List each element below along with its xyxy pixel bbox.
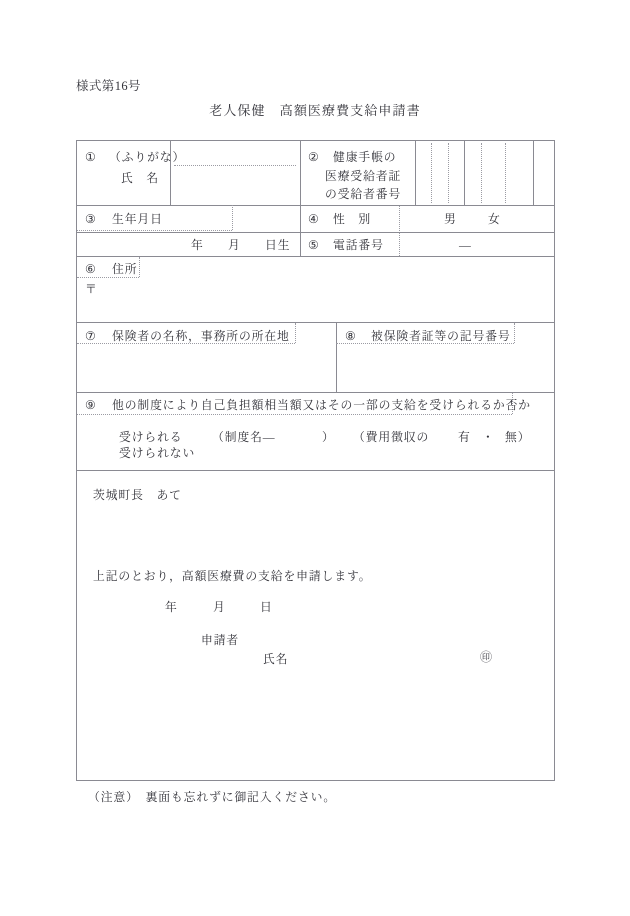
field8-label: 被保険者証等の記号番号 <box>371 329 511 343</box>
field3-number: ③ <box>85 212 97 226</box>
field9-fee-label: （費用徴収の <box>353 430 430 444</box>
applicant-label: 申請者 <box>201 633 240 647</box>
date-year-label: 年 <box>165 600 178 614</box>
field8-number: ⑧ <box>345 329 357 343</box>
guide-f3-label-right <box>232 205 233 230</box>
field5-number: ⑤ <box>308 238 320 252</box>
field4-option-female[interactable]: 女 <box>488 212 501 226</box>
guide-f3-label-bottom <box>77 230 232 231</box>
rule-row1-bottom <box>77 205 554 206</box>
date-day-label: 日 <box>260 600 273 614</box>
guide-f6-label-right <box>139 257 140 277</box>
field2-label-line2: 医療受給者証 <box>325 169 402 183</box>
field9-fee-yes[interactable]: 有 <box>458 430 471 444</box>
seal-icon: ㊞ <box>480 650 493 664</box>
rule-gender-left <box>300 205 301 256</box>
field1-number: ① <box>85 150 97 164</box>
field2-digit-cell[interactable] <box>534 142 554 204</box>
field2-digit-cell[interactable] <box>449 142 464 204</box>
field4-label: 性 別 <box>333 212 372 226</box>
field6-number: ⑥ <box>85 262 97 276</box>
field5-separator: — <box>459 238 472 252</box>
field1-label-name: 氏 名 <box>121 171 160 185</box>
field9-fee-no[interactable]: 無） <box>505 430 531 444</box>
field3-unit-day: 日生 <box>265 238 291 252</box>
application-statement: 上記のとおり，高額医療費の支給を申請します。 <box>93 569 372 583</box>
form-table <box>76 140 555 781</box>
field2-digit-cell[interactable] <box>506 142 533 204</box>
guide-name-line <box>174 165 296 166</box>
form-number: 様式第16号 <box>76 79 141 93</box>
field7-input[interactable] <box>85 348 329 388</box>
guide-f7-label-right <box>295 323 296 343</box>
field4-option-male[interactable]: 男 <box>444 212 457 226</box>
field9-fee-dot: ・ <box>482 430 495 444</box>
rule-field2-left <box>300 141 301 205</box>
field9-label: 他の制度により自己負担額相当額又はその一部の支給を受けられるか否か <box>112 398 531 412</box>
field7-number: ⑦ <box>85 329 97 343</box>
rule-row3-bottom <box>77 256 554 257</box>
field7-label: 保険者の名称，事務所の所在地 <box>112 329 290 343</box>
field2-digit-cell[interactable] <box>432 142 448 204</box>
field3-unit-year: 年 <box>191 238 204 252</box>
field2-digit-cell[interactable] <box>482 142 505 204</box>
rule-row2-bottom <box>77 232 554 233</box>
rule-insurer-split <box>336 322 337 392</box>
rule-insurer-bottom <box>77 392 554 393</box>
field9-option-no[interactable]: 受けられない <box>119 446 196 460</box>
field9-system-name-open: （制度名— <box>212 430 276 444</box>
field6-label: 住所 <box>112 262 138 276</box>
field2-label-line1: 健康手帳の <box>333 150 397 164</box>
applicant-name-input[interactable] <box>299 646 471 666</box>
field9-system-name-close: ） <box>322 430 335 444</box>
date-month-label: 月 <box>213 600 226 614</box>
field9-option-yes[interactable]: 受けられる <box>119 430 183 444</box>
guide-f5-label-right <box>399 233 400 256</box>
field8-input[interactable] <box>345 348 545 388</box>
field2-label-line3: の受給者番号 <box>325 187 402 201</box>
guide-f4-label-right <box>399 206 400 231</box>
field3-unit-month: 月 <box>228 238 241 252</box>
rule-section9-bottom <box>77 470 554 471</box>
postal-mark-icon: 〒 <box>85 282 98 296</box>
field2-number: ② <box>308 150 320 164</box>
field2-digit-cell[interactable] <box>416 142 431 204</box>
footer-note: （注意） 裏面も忘れずに御記入ください。 <box>88 790 337 804</box>
field1-name-input[interactable] <box>177 173 295 199</box>
field6-address-input[interactable] <box>107 280 547 318</box>
field3-label: 生年月日 <box>112 212 163 226</box>
guide-f8-label-right <box>514 323 515 343</box>
field1-label-furigana: （ふりがな） <box>109 150 186 164</box>
field5-label: 電話番号 <box>333 238 384 252</box>
addressee: 茨城町長 あて <box>93 488 182 502</box>
rule-address-bottom <box>77 322 554 323</box>
field2-digit-cell[interactable] <box>465 142 481 204</box>
field9-number: ⑨ <box>85 398 97 412</box>
document-title: 老人保健 高額医療費支給申請書 <box>209 103 421 118</box>
field4-number: ④ <box>308 212 320 226</box>
field5-phone-input[interactable] <box>407 234 552 254</box>
applicant-name-label: 氏名 <box>263 652 289 666</box>
